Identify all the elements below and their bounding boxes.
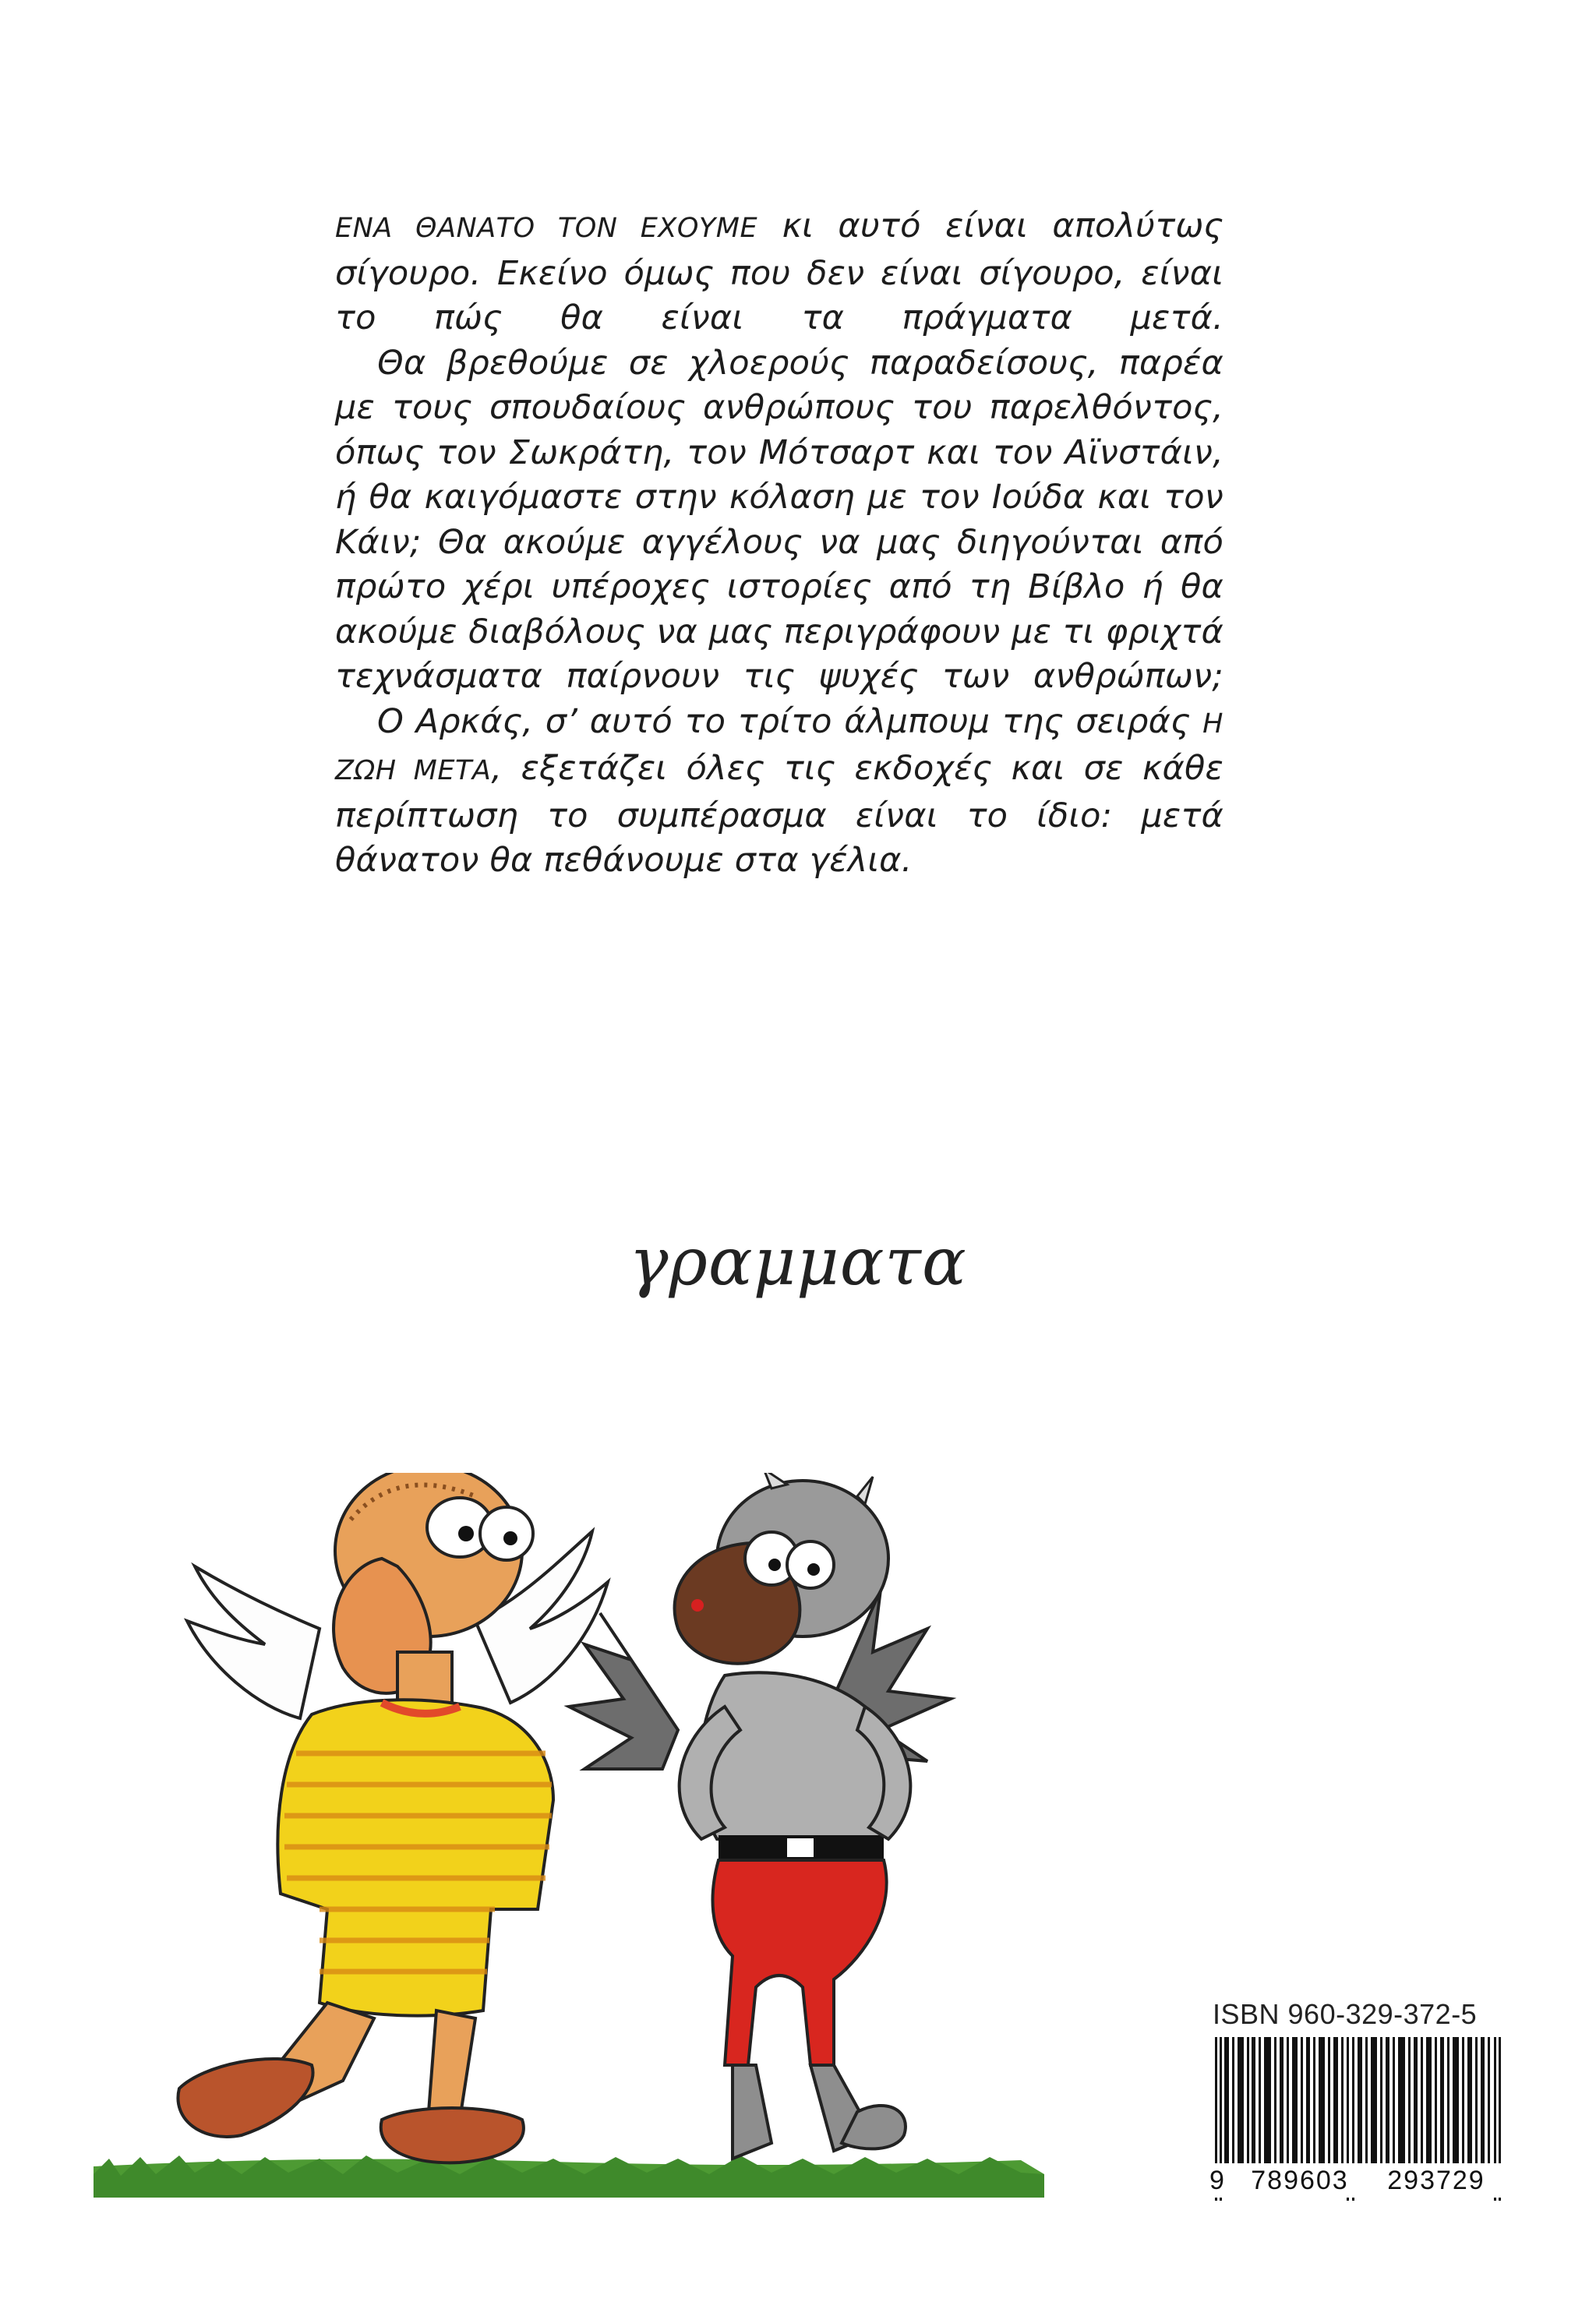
back-cover-blurb xyxy=(335,204,1223,884)
barcode-digit-first: 9 xyxy=(1209,2165,1224,2195)
barcode-digits xyxy=(1209,2163,1513,2198)
angel-character xyxy=(178,1473,608,2163)
blurb-paragraph-1-text: κι αυτό είναι απολύτως σίγουρο. Εκείνο όμως που δεν είναι σίγουρο, είναι το πώς θα είναι τα πράγματα μετά. xyxy=(335,207,1223,337)
devil-red-pants xyxy=(713,1860,887,2065)
devil-character xyxy=(569,1473,951,2159)
blurb-opening-caps: ΕΝΑ ΘΑΝΑΤΟ ΤΟΝ ΕΧΟΥΜΕ xyxy=(335,213,758,244)
devil-left-wing xyxy=(569,1613,678,1769)
angel-right-sandal xyxy=(381,2108,524,2163)
angel-yellow-shirt xyxy=(277,1700,553,2015)
publisher-logo: γραμματα xyxy=(629,1223,967,1300)
angel-left-sandal xyxy=(178,2059,312,2137)
barcode-digits-left: 789603 xyxy=(1251,2165,1349,2195)
blurb-paragraph-2: Θα βρεθούμε σε χλοερούς παραδείσους, παρέα με τους σπουδαίους ανθρώπους του παρελθόντος, όπως τον Σωκράτη, τον Μότσαρτ και τον Αϊνστάιν, ή θα καιγόμαστε στην κόλαση με τον Ιούδα και τον Κάιν; Θα ακούμε αγγέλους να μας διηγούνται από πρώτο χέρι υπέροχες ιστορίες από τη Βίβλο ή θα ακούμε διαβόλους να μας περιγράφουν με τι φριχτά τεχνάσματα παίρνουν τις ψυχές των ανθρώπων; xyxy=(335,343,1223,696)
series-title: Η ΖΩΗ ΜΕΤΑ xyxy=(335,708,1223,786)
grass-strip xyxy=(94,2155,1044,2198)
blurb-paragraph-3-start: Ο Αρκάς, σ’ αυτό το τρίτο άλμπουμ της σειράς xyxy=(377,701,1203,741)
blurb-paragraph-3-end: , εξετάζει όλες τις εκδοχές και σε κάθε περίπτωση το συμπέρασμα είναι το ίδιο: μετά θάνατον θα πεθάνουμε στα γέλια. xyxy=(335,749,1223,880)
blurb-paragraph-3 xyxy=(335,700,1223,884)
angel-left-wing xyxy=(187,1566,320,1718)
barcode-digits-right: 293729 xyxy=(1387,2165,1485,2195)
blurb-paragraph-1 xyxy=(335,204,1223,341)
isbn-label: ISBN 960-329-372-5 xyxy=(1213,1998,1478,2030)
